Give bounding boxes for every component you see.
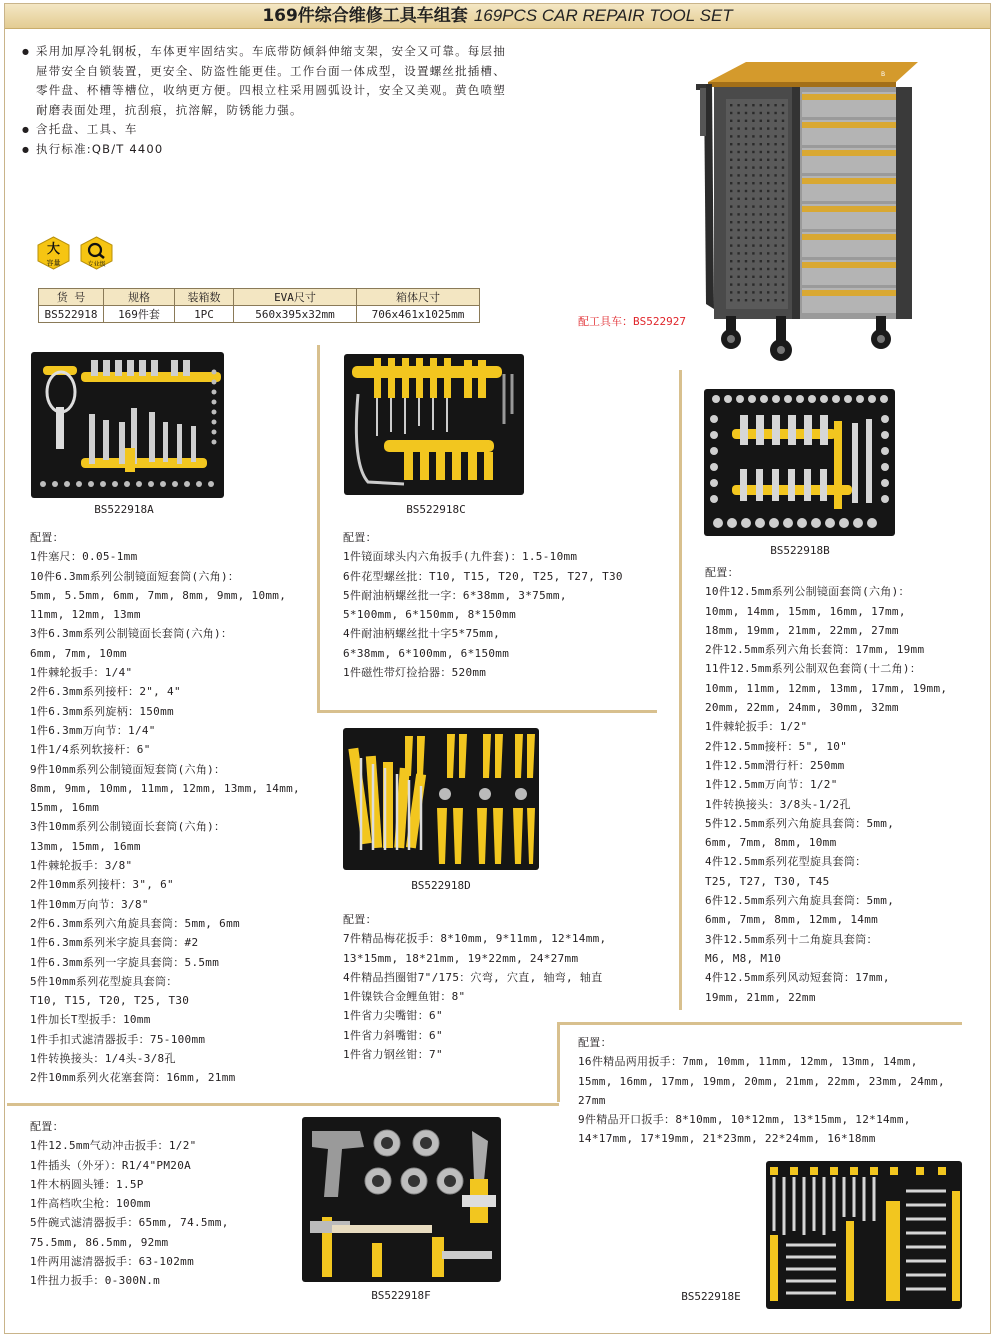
- config-line: 1件12.5mm气动冲击扳手：1/2": [30, 1139, 197, 1153]
- divider: [557, 1022, 962, 1025]
- tray-e-code: BS522918E: [681, 1290, 741, 1303]
- tray-d-code: BS522918D: [411, 879, 471, 892]
- title-bar: [5, 4, 990, 29]
- spec-table-row: [39, 306, 480, 323]
- config-line: 5*100mm, 6*150mm, 8*150mm: [343, 608, 517, 622]
- config-line: 8mm, 9mm, 10mm, 11mm, 12mm, 13mm, 14mm,: [30, 781, 300, 795]
- tray-c-code: BS522918C: [406, 503, 466, 516]
- config-line: 20mm, 22mm, 24mm, 30mm, 32mm: [705, 701, 899, 715]
- config-line: 2件12.5mm系列六角长套筒：17mm, 19mm: [705, 643, 925, 657]
- spec-header-cell: EVA尺寸: [234, 289, 357, 306]
- config-line: 13mm, 15mm, 16mm: [30, 839, 141, 853]
- config-line: 1件省力钢丝钳：7": [343, 1048, 443, 1062]
- config-line: 10mm, 11mm, 12mm, 13mm, 17mm, 19mm,: [705, 681, 948, 695]
- spec-cell: 706x461x1025mm: [357, 306, 480, 323]
- config-line: 1件6.3mm系列旋柄：150mm: [30, 704, 174, 718]
- spec-header-cell: 货 号: [39, 289, 104, 306]
- config-line: 1件转换接头：3/8头-1/2孔: [705, 797, 851, 811]
- config-line: 2件12.5mm接杆：5", 10": [705, 739, 848, 753]
- config-line: 1件高档吹尘枪：100mm: [30, 1197, 151, 1211]
- config-line: 2件10mm系列火花塞套筒：16mm, 21mm: [30, 1071, 236, 1085]
- config-line: 10件12.5mm系列公制镜面套筒(六角)：: [705, 585, 910, 599]
- config-line: 5件碗式滤清器扳手：65mm, 74.5mm,: [30, 1216, 229, 1230]
- config-line: 3件10mm系列公制镜面长套筒(六角)：: [30, 820, 226, 834]
- title-en: 169PCS CAR REPAIR TOOL SET: [473, 6, 733, 25]
- tray-c-image: [344, 354, 524, 495]
- config-line: 1件6.3mm万向节：1/4": [30, 723, 156, 737]
- config-line: 1件棘轮扳手：3/8": [30, 859, 133, 873]
- badges: [36, 236, 114, 270]
- config-line: 3件6.3mm系列公制镜面长套筒(六角)：: [30, 627, 233, 641]
- config-line: 6mm, 7mm, 8mm, 10mm: [705, 836, 837, 850]
- config-line: 27mm: [578, 1093, 606, 1107]
- config-a: [30, 528, 300, 1088]
- config-line: 75.5mm, 86.5mm, 92mm: [30, 1235, 169, 1249]
- config-line: 1件棘轮扳手：1/4": [30, 666, 133, 680]
- divider: [317, 345, 320, 710]
- config-line: 1件12.5mm万向节：1/2": [705, 778, 838, 792]
- config-d: [343, 910, 606, 1064]
- tray-d-image: [343, 728, 539, 870]
- config-line: 6*38mm, 6*100mm, 6*150mm: [343, 646, 510, 660]
- config-line: 1件镍铁合金鲤鱼钳：8": [343, 990, 466, 1004]
- config-line: 6mm, 7mm, 10mm: [30, 646, 127, 660]
- config-line: 1件省力斜嘴钳：6": [343, 1028, 443, 1042]
- config-line: 4件12.5mm系列风动短套筒：17mm,: [705, 971, 890, 985]
- config-c: [343, 528, 623, 682]
- large-capacity-badge-icon: [36, 236, 71, 270]
- config-line: 1件6.3mm系列一字旋具套筒：5.5mm: [30, 955, 220, 969]
- config-line: 10件6.3mm系列公制镜面短套筒(六角)：: [30, 569, 240, 583]
- config-line: 6mm, 7mm, 8mm, 12mm, 14mm: [705, 913, 879, 927]
- config-title: 配置：: [705, 566, 739, 579]
- config-line: 1件扭力扳手：0-300N.m: [30, 1274, 161, 1288]
- config-title: 配置：: [343, 531, 377, 544]
- config-line: 1件棘轮扳手：1/2": [705, 720, 808, 734]
- spec-table-header: [39, 289, 480, 306]
- config-line: 5mm, 5.5mm, 6mm, 7mm, 8mm, 9mm, 10mm,: [30, 588, 287, 602]
- config-line: 5件12.5mm系列六角旋具套筒：5mm,: [705, 816, 895, 830]
- tray-f-image: [302, 1117, 501, 1282]
- config-title: 配置：: [30, 1120, 64, 1133]
- professional-badge-icon: [79, 236, 114, 270]
- config-line: 11件12.5mm系列公制双色套筒(十二角)：: [705, 662, 922, 676]
- config-line: 1件1/4系列软接杆：6": [30, 743, 151, 757]
- config-line: 6件花型螺丝批：T10, T15, T20, T25, T27, T30: [343, 569, 623, 583]
- cart-caption: 配工具车：BS522927: [578, 315, 686, 328]
- spec-header-cell: 装箱数: [175, 289, 234, 306]
- config-line: 1件省力尖嘴钳：6": [343, 1009, 443, 1023]
- config-line: 19mm, 21mm, 22mm: [705, 990, 816, 1004]
- config-line: 1件转换接头：1/4头-3/8孔: [30, 1052, 176, 1066]
- config-line: 1件手扣式滤清器扳手：75-100mm: [30, 1032, 206, 1046]
- config-line: 13*15mm, 18*21mm, 19*22mm, 24*27mm: [343, 951, 579, 965]
- tray-a-code: BS522918A: [94, 503, 154, 516]
- tray-b-code: BS522918B: [770, 544, 830, 557]
- config-line: T25, T27, T30, T45: [705, 874, 830, 888]
- badge-text: 容量: [46, 259, 61, 267]
- intro-list: [22, 42, 507, 159]
- divider: [7, 1103, 559, 1106]
- title-cn: 169件综合维修工具车组套: [262, 6, 468, 26]
- intro-item: ● 执行标准:QB/T 4400: [22, 140, 507, 160]
- config-b: [705, 563, 947, 1007]
- tray-a-image: [31, 352, 224, 498]
- config-line: 15mm, 16mm: [30, 801, 100, 815]
- config-line: 4件耐油柄螺丝批十字5*75mm,: [343, 627, 501, 641]
- config-line: 1件12.5mm滑行杆：250mm: [705, 758, 845, 772]
- config-e: [578, 1033, 945, 1149]
- config-line: 14*17mm, 17*19mm, 21*23mm, 22*24mm, 16*18mm: [578, 1132, 876, 1146]
- intro-item: ● 采用加厚冷轧钢板，车体更牢固结实。车底带防倾斜伸缩支架，安全又可靠。每层抽屉带安全自锁装置，更安全、防盗性能更佳。工作台面一体成型，设置螺丝批插槽、零件盘、杯槽等槽位，收纳更方便。四根立柱采用圆弧设计，安全又美观。黄色喷塑耐磨表面处理，抗刮痕，抗溶解，防锈能力强。: [22, 42, 507, 120]
- config-line: 1件6.3mm系列米字旋具套筒：#2: [30, 936, 199, 950]
- config-line: 1件镜面球头内六角扳手(九件套)：1.5-10mm: [343, 550, 578, 564]
- config-title: 配置：: [30, 531, 64, 544]
- intro-item: ● 含托盘、工具、车: [22, 120, 507, 140]
- config-line: 6件12.5mm系列六角旋具套筒：5mm,: [705, 894, 895, 908]
- divider: [317, 710, 657, 713]
- config-line: M6, M8, M10: [705, 951, 782, 965]
- badge-text: 专业级: [87, 261, 106, 268]
- config-line: 2件6.3mm系列接杆：2", 4": [30, 685, 181, 699]
- tool-cart-image: [696, 54, 924, 362]
- config-line: 9件精品开口扳手：8*10mm, 10*12mm, 13*15mm, 12*14mm,: [578, 1113, 911, 1127]
- config-line: 11mm, 12mm, 13mm: [30, 608, 141, 622]
- spec-cell: 169件套: [104, 306, 175, 323]
- config-line: 5件耐油柄螺丝批一字：6*38mm, 3*75mm,: [343, 588, 567, 602]
- config-line: 9件10mm系列公制镜面短套筒(六角)：: [30, 762, 226, 776]
- spec-header-cell: 箱体尺寸: [357, 289, 480, 306]
- config-line: 1件木柄圆头锤：1.5P: [30, 1177, 144, 1191]
- tray-b-image: [704, 389, 895, 536]
- svg-text:B: B: [881, 71, 886, 78]
- config-line: 1件两用滤清器扳手：63-102mm: [30, 1255, 195, 1269]
- spec-cell: 1PC: [175, 306, 234, 323]
- config-line: T10, T15, T20, T25, T30: [30, 994, 190, 1008]
- config-line: 15mm, 16mm, 17mm, 19mm, 20mm, 21mm, 22mm, 23mm, 24mm,: [578, 1074, 945, 1088]
- config-line: 10mm, 14mm, 15mm, 16mm, 17mm,: [705, 604, 906, 618]
- tray-f-code: BS522918F: [371, 1289, 431, 1302]
- config-line: 1件10mm万向节：3/8": [30, 897, 149, 911]
- spec-table: [38, 288, 480, 323]
- config-line: 1件塞尺：0.05-1mm: [30, 550, 138, 564]
- config-line: 5件10mm系列花型旋具套筒：: [30, 974, 178, 988]
- config-line: 7件精品梅花扳手：8*10mm, 9*11mm, 12*14mm,: [343, 932, 607, 946]
- config-line: 2件6.3mm系列六角旋具套筒：5mm, 6mm: [30, 916, 240, 930]
- config-line: 1件加长T型扳手：10mm: [30, 1013, 151, 1027]
- config-line: 1件插头（外牙）：R1/4"PM20A: [30, 1158, 192, 1172]
- config-f: [30, 1117, 229, 1291]
- tray-e-image: [766, 1161, 962, 1309]
- config-title: 配置：: [578, 1036, 612, 1049]
- config-line: 3件12.5mm系列十二角旋具套筒：: [705, 932, 878, 946]
- config-line: 2件10mm系列接杆：3", 6": [30, 878, 174, 892]
- config-line: 16件精品两用扳手：7mm, 10mm, 11mm, 12mm, 13mm, 14mm,: [578, 1055, 918, 1069]
- divider: [679, 370, 682, 1010]
- config-line: 4件精品挡圈钳7"/175：穴弯, 穴直, 轴弯, 轴直: [343, 970, 603, 984]
- config-title: 配置：: [343, 913, 377, 926]
- config-line: 1件磁性带灯捡拾器：520mm: [343, 666, 487, 680]
- badge-text: 大: [46, 242, 61, 257]
- config-line: 4件12.5mm系列花型旋具套筒：: [705, 855, 867, 869]
- spec-cell: 560x395x32mm: [234, 306, 357, 323]
- spec-header-cell: 规格: [104, 289, 175, 306]
- config-line: 18mm, 19mm, 21mm, 22mm, 27mm: [705, 623, 899, 637]
- spec-cell: BS522918: [39, 306, 104, 323]
